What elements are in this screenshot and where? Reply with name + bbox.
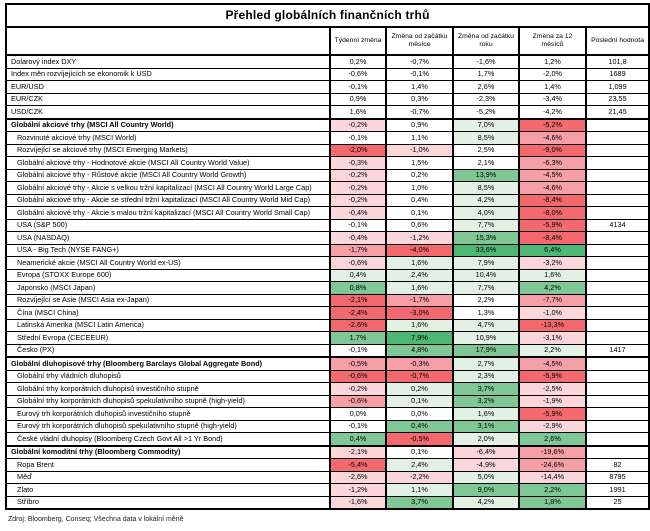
value-cell: 0,9%	[386, 119, 453, 132]
row-label: Střední Evropa (CECEEUR)	[6, 332, 330, 345]
value-cell: -0,6%	[330, 257, 386, 270]
value-cell: 0,1%	[386, 207, 453, 220]
value-cell: -8,0%	[519, 207, 586, 220]
last-value-cell	[586, 244, 649, 257]
table-row	[6, 144, 649, 157]
last-value-cell	[586, 182, 649, 195]
value-cell: 3,7%	[386, 496, 453, 509]
value-cell: 2,6%	[453, 81, 519, 94]
value-cell: -7,7%	[519, 294, 586, 307]
last-value-cell	[586, 433, 649, 446]
table-row	[6, 383, 649, 396]
value-cell: -0,2%	[330, 194, 386, 207]
last-value-cell	[586, 119, 649, 132]
value-cell: -4,0%	[386, 244, 453, 257]
value-cell: 4,0%	[453, 207, 519, 220]
value-cell: -0,1%	[330, 219, 386, 232]
value-cell: -13,3%	[519, 319, 586, 332]
table-row	[6, 332, 649, 345]
last-value-cell	[586, 257, 649, 270]
value-cell: 7,0%	[453, 119, 519, 132]
value-cell: -9,0%	[519, 144, 586, 157]
value-cell: -4,5%	[519, 169, 586, 182]
value-cell: 2,7%	[453, 357, 519, 370]
table-row	[6, 395, 649, 408]
table-row	[6, 169, 649, 182]
value-cell: -1,6%	[330, 496, 386, 509]
value-cell: -0,7%	[386, 55, 453, 68]
row-label: USA - Big Tech (NYSE FANG+)	[6, 244, 330, 257]
last-value-cell	[586, 370, 649, 383]
last-value-cell: 1,099	[586, 81, 649, 94]
value-cell: -0,5%	[386, 433, 453, 446]
value-cell: -2,9%	[519, 420, 586, 433]
value-cell: -4,6%	[519, 182, 586, 195]
value-cell: -4,5%	[519, 357, 586, 370]
last-value-cell	[586, 207, 649, 220]
value-cell: -1,7%	[330, 244, 386, 257]
value-cell: 9,0%	[453, 484, 519, 497]
last-value-cell	[586, 319, 649, 332]
table-row	[6, 344, 649, 357]
value-cell: 0,2%	[330, 55, 386, 68]
last-value-cell	[586, 395, 649, 408]
value-cell: -0,1%	[330, 420, 386, 433]
column-header-weekly: Týdenní změna	[330, 27, 386, 55]
last-value-cell	[586, 232, 649, 245]
value-cell: -24,6%	[519, 459, 586, 472]
table-row	[6, 294, 649, 307]
value-cell: -3,2%	[519, 257, 586, 270]
table-row	[6, 307, 649, 320]
value-cell: -0,7%	[386, 370, 453, 383]
table-row	[6, 319, 649, 332]
row-label: Neamerické akcie (MSCI All Country World ex-US)	[6, 257, 330, 270]
value-cell: -2,1%	[330, 294, 386, 307]
table-row	[6, 207, 649, 220]
last-value-cell	[586, 446, 649, 459]
row-label: USA (NASDAQ)	[6, 232, 330, 245]
last-value-cell: 1417	[586, 344, 649, 357]
row-label: Stříbro	[6, 496, 330, 509]
row-label: Globální akciové trhy - Akcie se střední tržní kapitalizací (MSCI All Country World Mid Cap)	[6, 194, 330, 207]
value-cell: 0,0%	[330, 408, 386, 421]
value-cell: -0,2%	[330, 383, 386, 396]
value-cell: 8,5%	[453, 132, 519, 145]
last-value-cell: 1991	[586, 484, 649, 497]
value-cell: -3,0%	[386, 307, 453, 320]
value-cell: -5,2%	[453, 106, 519, 119]
row-label: Rozvíjející se akciové trhy (MSCI Emerging Markets)	[6, 144, 330, 157]
value-cell: -3,1%	[519, 332, 586, 345]
value-cell: 1,3%	[453, 307, 519, 320]
value-cell: -1,2%	[330, 484, 386, 497]
row-label: Evropa (STOXX Europe 600)	[6, 269, 330, 282]
value-cell: -2,4%	[330, 307, 386, 320]
table-row	[6, 55, 649, 68]
value-cell: 1,0%	[386, 182, 453, 195]
value-cell: 1,1%	[386, 132, 453, 145]
last-value-cell: 101,8	[586, 55, 649, 68]
title-row	[6, 4, 649, 27]
table-row	[6, 459, 649, 472]
header-row	[6, 27, 649, 55]
row-label: Eurový trh korporátních dluhopisů investičního stupně	[6, 408, 330, 421]
row-label: Globální akciové trhy (MSCI All Country World)	[6, 119, 330, 132]
value-cell: 2,2%	[519, 344, 586, 357]
last-value-cell	[586, 194, 649, 207]
value-cell: 7,9%	[386, 332, 453, 345]
value-cell: -2,2%	[386, 471, 453, 484]
value-cell: 2,0%	[453, 433, 519, 446]
value-cell: 1,5%	[386, 157, 453, 170]
value-cell: -8,4%	[519, 194, 586, 207]
last-value-cell	[586, 408, 649, 421]
value-cell: -0,6%	[330, 68, 386, 81]
last-value-cell: 82	[586, 459, 649, 472]
table-row	[6, 194, 649, 207]
value-cell: 2,6%	[519, 433, 586, 446]
value-cell: 0,6%	[386, 219, 453, 232]
column-header-12m: Změna za 12 měsíců	[519, 27, 586, 55]
value-cell: -1,7%	[386, 294, 453, 307]
value-cell: 4,7%	[453, 319, 519, 332]
value-cell: 0,8%	[330, 282, 386, 295]
value-cell: -0,6%	[330, 395, 386, 408]
value-cell: -1,0%	[519, 307, 586, 320]
value-cell: 1,6%	[386, 319, 453, 332]
value-cell: 2,4%	[386, 269, 453, 282]
table-row	[6, 81, 649, 94]
last-value-cell: 8795	[586, 471, 649, 484]
row-label: Čína (MSCI China)	[6, 307, 330, 320]
value-cell: 1,6%	[386, 257, 453, 270]
value-cell: 3,7%	[453, 383, 519, 396]
value-cell: -0,3%	[386, 357, 453, 370]
column-header-mtd: Změna od začátku měsíce	[386, 27, 453, 55]
value-cell: 1,6%	[330, 106, 386, 119]
table-row	[6, 496, 649, 509]
table-row	[6, 357, 649, 370]
value-cell: -0,4%	[330, 207, 386, 220]
row-label: Eurový trh korporátních dluhopisů spekulativního stupně (high-yield)	[6, 420, 330, 433]
table-row	[6, 257, 649, 270]
value-cell: -0,3%	[330, 157, 386, 170]
last-value-cell: 21,45	[586, 106, 649, 119]
value-cell: -2,0%	[330, 144, 386, 157]
value-cell: 2,5%	[453, 144, 519, 157]
value-cell: 1,6%	[386, 282, 453, 295]
value-cell: 1,8%	[519, 496, 586, 509]
table-row	[6, 244, 649, 257]
row-label: Globální trhy korporátních dluhopisů investičního stupně	[6, 383, 330, 396]
row-label: Rozvinuté akciové trhy (MSCI World)	[6, 132, 330, 145]
value-cell: 4,2%	[519, 282, 586, 295]
row-label: Globální komoditní trhy (Bloomberg Commodity)	[6, 446, 330, 459]
last-value-cell	[586, 357, 649, 370]
row-label: Latinská Amerika (MSCI Latin America)	[6, 319, 330, 332]
value-cell: -6,3%	[519, 157, 586, 170]
value-cell: -1,9%	[519, 395, 586, 408]
last-value-cell	[586, 282, 649, 295]
value-cell: 3,1%	[453, 420, 519, 433]
value-cell: -0,7%	[386, 106, 453, 119]
value-cell: 0,4%	[330, 433, 386, 446]
last-value-cell	[586, 169, 649, 182]
value-cell: -5,4%	[330, 459, 386, 472]
row-label: Globální akciové trhy - Růstové akcie (MSCI All Country World Growth)	[6, 169, 330, 182]
row-label: Globální akciové trhy - Akcie s velkou tržní kapitalizací (MSCI All Country World Large Cap)	[6, 182, 330, 195]
row-label: Ropa Brent	[6, 459, 330, 472]
value-cell: 0,1%	[386, 446, 453, 459]
value-cell: 0,9%	[330, 93, 386, 106]
last-value-cell	[586, 294, 649, 307]
row-label: EUR/CZK	[6, 93, 330, 106]
value-cell: 7,9%	[453, 257, 519, 270]
table-row	[6, 282, 649, 295]
value-cell: 1,7%	[453, 68, 519, 81]
last-value-cell	[586, 420, 649, 433]
value-cell: 2,2%	[453, 294, 519, 307]
value-cell: -1,6%	[453, 55, 519, 68]
column-header-last-value: Poslední hodnota	[586, 27, 649, 55]
value-cell: -5,2%	[519, 119, 586, 132]
value-cell: -2,6%	[330, 471, 386, 484]
row-label: Globální dluhopisové trhy (Bloomberg Barclays Global Aggregate Bond)	[6, 357, 330, 370]
value-cell: -0,1%	[330, 132, 386, 145]
last-value-cell	[586, 383, 649, 396]
value-cell: 0,4%	[330, 269, 386, 282]
value-cell: -2,1%	[330, 446, 386, 459]
value-cell: -0,1%	[330, 81, 386, 94]
value-cell: 3,2%	[453, 395, 519, 408]
row-label: Zlato	[6, 484, 330, 497]
value-cell: -4,9%	[453, 459, 519, 472]
last-value-cell: 1689	[586, 68, 649, 81]
last-value-cell	[586, 144, 649, 157]
row-label: Globální trhy korporátních dluhopisů spekulativního stupně (high-yield)	[6, 395, 330, 408]
row-label: České vládní dluhopisy (Bloomberg Czech Govt All >1 Yr Bond)	[6, 433, 330, 446]
table-row	[6, 269, 649, 282]
value-cell: 13,9%	[453, 169, 519, 182]
value-cell: 1,2%	[519, 55, 586, 68]
value-cell: 7,7%	[453, 219, 519, 232]
last-value-cell: 23,55	[586, 93, 649, 106]
value-cell: 4,2%	[453, 194, 519, 207]
table-title: Přehled globálních finančních trhů	[6, 4, 649, 27]
value-cell: 0,2%	[386, 169, 453, 182]
table-row	[6, 408, 649, 421]
value-cell: -2,5%	[519, 383, 586, 396]
value-cell: -2,3%	[453, 93, 519, 106]
value-cell: 2,4%	[386, 459, 453, 472]
last-value-cell: 4134	[586, 219, 649, 232]
column-header-ytd: Změna od začátku roku	[453, 27, 519, 55]
value-cell: 1,7%	[330, 332, 386, 345]
table-row	[6, 484, 649, 497]
value-cell: 0,4%	[386, 420, 453, 433]
last-value-cell	[586, 132, 649, 145]
last-value-cell	[586, 157, 649, 170]
row-label: Globální akciové trhy - Akcie s malou tržní kapitalizací (MSCI All Country World Small Cap)	[6, 207, 330, 220]
market-table	[5, 3, 650, 510]
value-cell: -14,4%	[519, 471, 586, 484]
value-cell: -1,0%	[386, 144, 453, 157]
value-cell: 2,1%	[453, 157, 519, 170]
value-cell: 1,6%	[519, 269, 586, 282]
table-row	[6, 219, 649, 232]
last-value-cell: 25	[586, 496, 649, 509]
value-cell: 0,1%	[386, 395, 453, 408]
value-cell: 5,0%	[453, 471, 519, 484]
label-column-header	[6, 27, 330, 55]
table-row	[6, 182, 649, 195]
last-value-cell	[586, 307, 649, 320]
value-cell: -4,2%	[519, 106, 586, 119]
row-label: Index měn rozvíjejících se ekonomik k USD	[6, 68, 330, 81]
value-cell: -5,9%	[519, 370, 586, 383]
table-row	[6, 68, 649, 81]
value-cell: -0,2%	[330, 119, 386, 132]
value-cell: 15,3%	[453, 232, 519, 245]
table-row	[6, 446, 649, 459]
value-cell: 1,6%	[453, 408, 519, 421]
row-label: Měď	[6, 471, 330, 484]
value-cell: -2,6%	[330, 319, 386, 332]
row-label: Česko (PX)	[6, 344, 330, 357]
row-label: Globální akciové trhy - Hodnotové akcie (MSCI All Country World Value)	[6, 157, 330, 170]
value-cell: -0,2%	[330, 182, 386, 195]
value-cell: 1,4%	[386, 81, 453, 94]
row-label: Globální trhy vládních dluhopisů	[6, 370, 330, 383]
value-cell: -4,6%	[519, 132, 586, 145]
value-cell: 2,3%	[453, 370, 519, 383]
row-label: Rozvíjející se Asie (MSCI Asia ex-Japan)	[6, 294, 330, 307]
row-label: EUR/USD	[6, 81, 330, 94]
table-row	[6, 471, 649, 484]
value-cell: 0,3%	[386, 93, 453, 106]
value-cell: 0,2%	[386, 383, 453, 396]
value-cell: -6,4%	[453, 446, 519, 459]
value-cell: 10,4%	[453, 269, 519, 282]
value-cell: 2,2%	[519, 484, 586, 497]
row-label: Dolarový index DXY	[6, 55, 330, 68]
value-cell: -0,4%	[330, 232, 386, 245]
value-cell: 0,4%	[386, 194, 453, 207]
value-cell: -5,9%	[519, 408, 586, 421]
table-row	[6, 119, 649, 132]
value-cell: -19,6%	[519, 446, 586, 459]
value-cell: -0,6%	[330, 370, 386, 383]
table-row	[6, 106, 649, 119]
row-label: USA (S&P 500)	[6, 219, 330, 232]
value-cell: -3,4%	[519, 93, 586, 106]
value-cell: -0,5%	[330, 357, 386, 370]
source-note: Zdroj: Bloomberg, Conseq; Všechna data v lokální měně	[8, 516, 184, 523]
last-value-cell	[586, 332, 649, 345]
value-cell: 10,9%	[453, 332, 519, 345]
table-row	[6, 420, 649, 433]
table-row	[6, 93, 649, 106]
row-label: Japonsko (MSCI Japan)	[6, 282, 330, 295]
value-cell: -8,4%	[519, 232, 586, 245]
table-row	[6, 433, 649, 446]
last-value-cell	[586, 269, 649, 282]
value-cell: 1,4%	[519, 81, 586, 94]
value-cell: -0,1%	[330, 344, 386, 357]
value-cell: -1,2%	[386, 232, 453, 245]
value-cell: 1,1%	[386, 484, 453, 497]
value-cell: -0,2%	[330, 169, 386, 182]
value-cell: 7,7%	[453, 282, 519, 295]
value-cell: 8,5%	[453, 182, 519, 195]
value-cell: 17,9%	[453, 344, 519, 357]
value-cell: 4,2%	[453, 496, 519, 509]
value-cell: -2,0%	[519, 68, 586, 81]
table-row	[6, 132, 649, 145]
table-row	[6, 370, 649, 383]
value-cell: -5,9%	[519, 219, 586, 232]
table-row	[6, 232, 649, 245]
value-cell: 6,4%	[519, 244, 586, 257]
table-row	[6, 157, 649, 170]
value-cell: -0,1%	[386, 68, 453, 81]
row-label: USD/CZK	[6, 106, 330, 119]
value-cell: 33,6%	[453, 244, 519, 257]
value-cell: 4,8%	[386, 344, 453, 357]
value-cell: 0,0%	[386, 408, 453, 421]
